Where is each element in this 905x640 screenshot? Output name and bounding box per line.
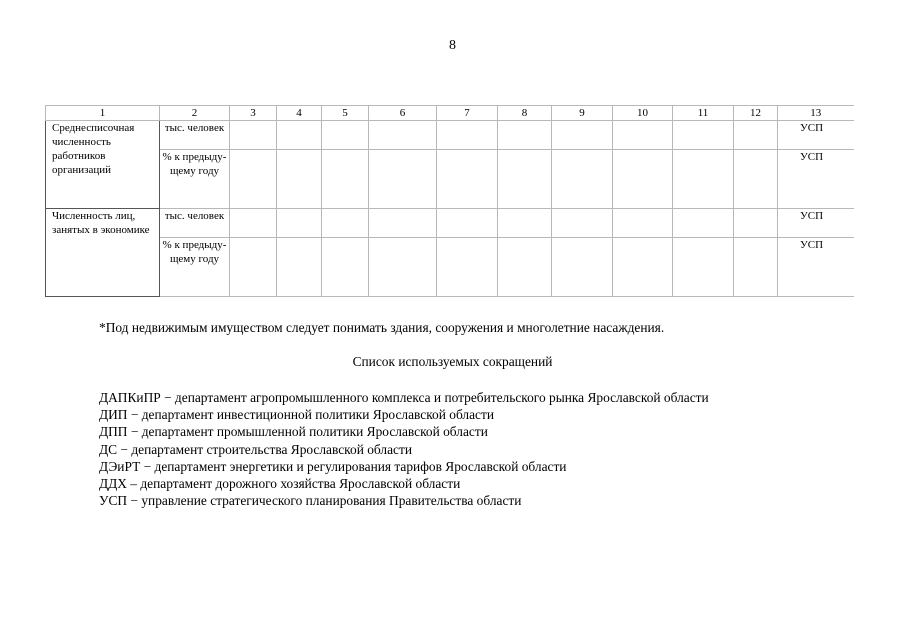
value-cell	[552, 150, 613, 209]
page-number: 8	[449, 38, 456, 53]
value-cell	[437, 209, 498, 238]
indicator-cell: Численность лиц, занятых в экономике	[46, 209, 160, 297]
column-header: 4	[277, 106, 322, 121]
value-cell	[734, 150, 778, 209]
value-cell	[322, 238, 369, 297]
value-cell	[498, 209, 552, 238]
column-header: 2	[160, 106, 230, 121]
value-cell	[369, 150, 437, 209]
value-cell	[437, 238, 498, 297]
column-header: 1	[46, 106, 160, 121]
value-cell	[552, 238, 613, 297]
value-cell	[613, 209, 673, 238]
responsible-cell: УСП	[778, 209, 854, 238]
value-cell	[613, 121, 673, 150]
unit-cell: тыс. человек	[160, 121, 230, 150]
unit-cell: % к предыду-щему году	[160, 238, 230, 297]
value-cell	[322, 150, 369, 209]
indicator-cell: Среднесписочная численность работников организаций	[46, 121, 160, 209]
table-row	[46, 238, 854, 297]
column-header: 12	[734, 106, 778, 121]
column-header: 11	[673, 106, 734, 121]
value-cell	[613, 150, 673, 209]
value-cell	[369, 121, 437, 150]
table-header-row	[46, 106, 854, 121]
column-header: 6	[369, 106, 437, 121]
value-cell	[277, 209, 322, 238]
column-header: 7	[437, 106, 498, 121]
abbreviation-item: ДЭиРТ − департамент энергетики и регулирования тарифов Ярославской области	[99, 458, 567, 474]
abbreviation-item: УСП − управление стратегического планирования Правительства области	[99, 493, 522, 509]
value-cell	[277, 121, 322, 150]
column-header: 3	[230, 106, 277, 121]
value-cell	[552, 121, 613, 150]
value-cell	[734, 209, 778, 238]
value-cell	[498, 150, 552, 209]
value-cell	[498, 238, 552, 297]
table-row	[46, 209, 854, 238]
table-row	[46, 150, 854, 209]
abbreviation-item: ДДХ – департамент дорожного хозяйства Ярославской области	[99, 476, 461, 492]
value-cell	[498, 121, 552, 150]
value-cell	[437, 121, 498, 150]
value-cell	[369, 209, 437, 238]
value-cell	[437, 150, 498, 209]
value-cell	[230, 150, 277, 209]
unit-cell: тыс. человек	[160, 209, 230, 238]
indicators-table	[45, 105, 854, 297]
value-cell	[369, 238, 437, 297]
value-cell	[552, 209, 613, 238]
value-cell	[734, 121, 778, 150]
column-header: 8	[498, 106, 552, 121]
column-header: 13	[778, 106, 854, 121]
footnote: *Под недвижимым имуществом следует понимать здания, сооружения и многолетние насаждения.	[99, 320, 665, 335]
value-cell	[322, 121, 369, 150]
value-cell	[277, 238, 322, 297]
table-row	[46, 121, 854, 150]
abbreviation-item: ДАПКиПР − департамент агропромышленного комплекса и потребительского рынка Ярославской области	[99, 390, 709, 405]
abbreviation-item: ДПП − департамент промышленной политики Ярославской области	[99, 424, 488, 440]
value-cell	[230, 121, 277, 150]
abbreviation-item: ДИП − департамент инвестиционной политики Ярославской области	[99, 407, 495, 423]
value-cell	[613, 238, 673, 297]
value-cell	[734, 238, 778, 297]
responsible-cell: УСП	[778, 238, 854, 297]
value-cell	[673, 209, 734, 238]
responsible-cell: УСП	[778, 121, 854, 150]
unit-cell: % к предыду-щему году	[160, 150, 230, 209]
responsible-cell: УСП	[778, 150, 854, 209]
value-cell	[673, 121, 734, 150]
abbreviations-title: Список используемых сокращений	[352, 354, 553, 369]
column-header: 10	[613, 106, 673, 121]
abbreviations-list	[99, 389, 709, 509]
value-cell	[230, 209, 277, 238]
column-header: 5	[322, 106, 369, 121]
value-cell	[230, 238, 277, 297]
value-cell	[322, 209, 369, 238]
value-cell	[673, 238, 734, 297]
abbreviation-item: ДС − департамент строительства Ярославской области	[99, 441, 412, 457]
value-cell	[673, 150, 734, 209]
value-cell	[277, 150, 322, 209]
column-header: 9	[552, 106, 613, 121]
